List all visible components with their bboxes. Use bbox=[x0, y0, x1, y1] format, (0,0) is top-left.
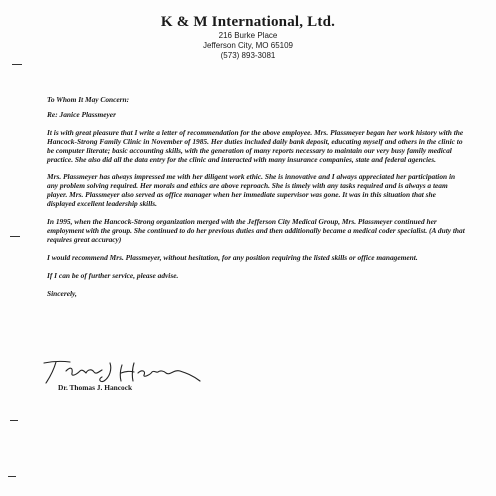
letterhead bbox=[0, 14, 496, 61]
scan-mark bbox=[8, 476, 16, 477]
company-name: K & M International, Ltd. bbox=[160, 14, 336, 30]
paragraph: If I can be of further service, please advise. bbox=[47, 270, 179, 280]
handwritten-signature bbox=[40, 357, 210, 385]
scan-mark bbox=[10, 420, 18, 421]
salutation: To Whom It May Concern: bbox=[47, 95, 130, 104]
company-city: Jefferson City, MO 65109 bbox=[203, 41, 293, 50]
company-phone: (573) 893-3081 bbox=[220, 51, 276, 60]
paragraph: In 1995, when the Hancock-Strong organization merged with the Jefferson City Medical Group, Mrs. Plassmeyer continued her employment with the group. She continued to do her previous duties and then additionally became a medical coder specialist. (A duty that requires great accuracy) bbox=[47, 217, 465, 244]
scan-mark bbox=[12, 64, 22, 65]
closing: Sincerely, bbox=[47, 288, 77, 298]
signer-name: Dr. Thomas J. Hancock bbox=[58, 383, 133, 392]
scan-mark bbox=[10, 236, 20, 237]
company-street: 216 Burke Place bbox=[218, 31, 278, 40]
subject-line: Re: Janice Plassmeyer bbox=[47, 109, 116, 119]
letter-body bbox=[47, 96, 465, 299]
paragraph: It is with great pleasure that I write a letter of recommendation for the above employee. Mrs. Plassmeyer began her work history with the Hancock-Strong Family Clinic in November of 1985. Her duties included daily bank deposit, educating myself and others in the clinic to be computer literate; basic accounting skills, with the generation of many reports necessary to maintain our very busy family medical practice. She also did all the data entry for the clinic and interacted with many insurance companies, state and federal agencies. bbox=[47, 127, 464, 164]
paragraph: Mrs. Plassmeyer has always impressed me with her diligent work ethic. She is innovative and I always appreciated her participation in any problem solving required. Her morals and ethics are above reproach. She is timely with any tasks required and is always a team player. Mrs. Plassmeyer also served as office manager when her immediate supervisor was gone. It was in this situation that she displayed excellent leadership skills. bbox=[47, 172, 456, 209]
paragraph: I would recommend Mrs. Plassmeyer, without hesitation, for any position requiring the listed skills or office management. bbox=[47, 252, 418, 262]
